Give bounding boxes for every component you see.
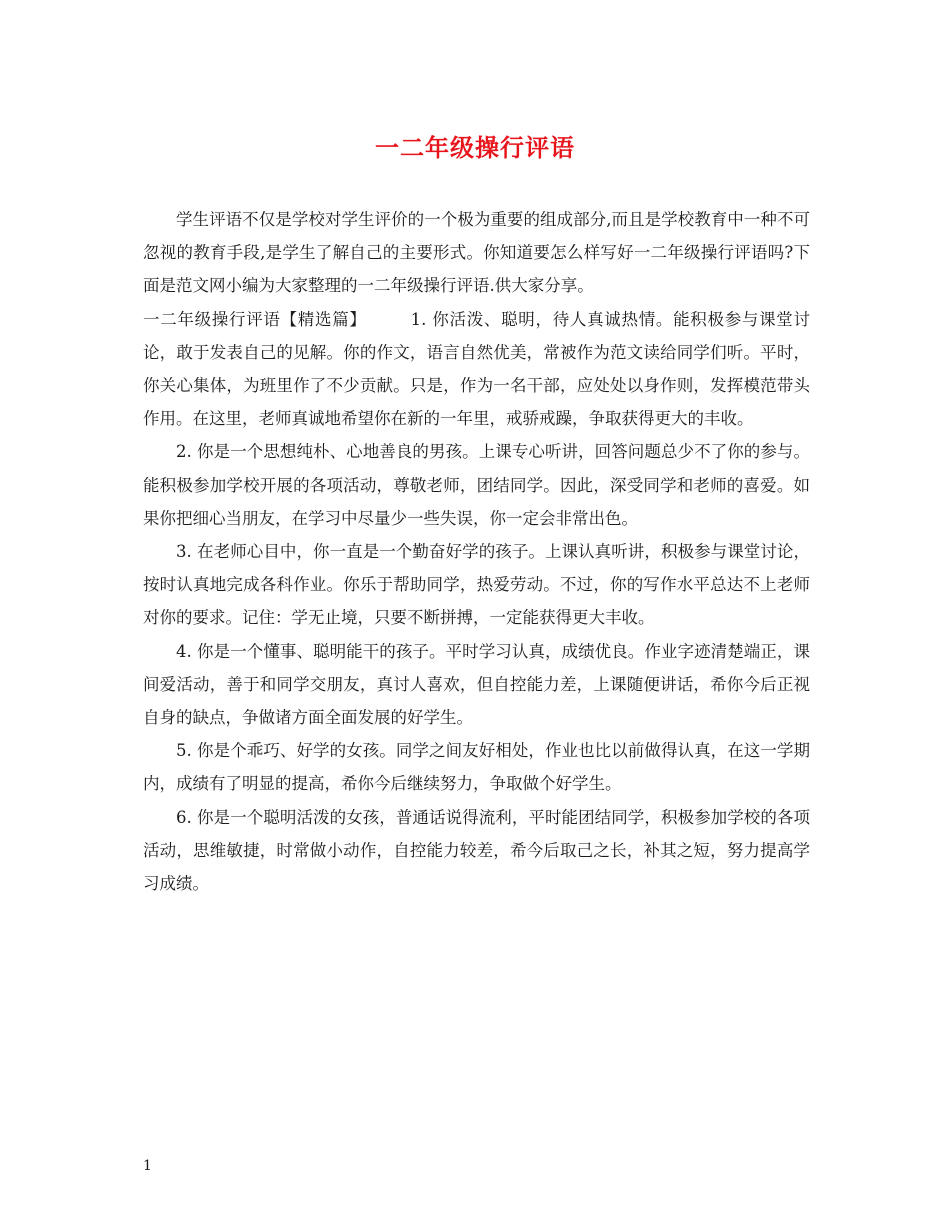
section-heading: 一二年级操行评语【精选篇】: [143, 309, 367, 329]
comment-paragraph-2: 2. 你是一个思想纯朴、心地善良的男孩。上课专心听讲，回答问题总少不了你的参与。能积极参加学校开展的各项活动，尊敬老师，团结同学。因此，深受同学和老师的喜爱。如果你把细心当朋友，在学习中尽量少一些失误，你一定会非常出色。: [143, 442, 810, 528]
comment-paragraph-6: 6. 你是一个聪明活泼的女孩，普通话说得流利，平时能团结同学，积极参加学校的各项活动，思维敏捷，时常做小动作，自控能力较差，希今后取己之长，补其之短，努力提高学习成绩。: [143, 807, 810, 894]
comment-text-1: 1. 你活泼、聪明，待人真诚热情。能积极参与课堂讨论，敢于发表自己的见解。你的作文，语言自然优美，常被作为范文读给同学们听。平时，你关心集体，为班里作了不少贡献。只是，作为一名干部，应处处以身作则，发挥模范带头作用。在这里，老师真诚地希望你在新的一年里，戒骄戒躁，争取获得更大的丰收。: [143, 309, 810, 429]
document-title: 一二年级操行评语: [375, 133, 575, 162]
intro-paragraph: 学生评语不仅是学校对学生评价的一个极为重要的组成部分,而且是学校教育中一种不可忽视的教育手段,是学生了解自己的主要形式。你知道要怎么样写好一二年级操行评语吗?下面是范文网小编为大家整理的一二年级操行评语.供大家分享。: [143, 210, 810, 296]
comment-paragraph-1: [143, 303, 810, 436]
comment-paragraph-4: 4. 你是一个懂事、聪明能干的孩子。平时学习认真，成绩优良。作业字迹清楚端正，课间爱活动，善于和同学交朋友，真讨人喜欢，但自控能力差，上课随便讲话，希你今后正视自身的缺点，争做诸方面全面发展的好学生。: [143, 641, 810, 728]
page-number: 1: [143, 1158, 152, 1174]
document-body: [143, 203, 810, 900]
comment-paragraph-3: 3. 在老师心目中，你一直是一个勤奋好学的孩子。上课认真听讲，积极参与课堂讨论，按时认真地完成各科作业。你乐于帮助同学，热爱劳动。不过，你的写作水平总达不上老师对你的要求。记住：学无止境，只要不断拼搏，一定能获得更大丰收。: [143, 542, 810, 628]
comment-paragraph-5: 5. 你是个乖巧、好学的女孩。同学之间友好相处，作业也比以前做得认真，在这一学期内，成绩有了明显的提高，希你今后继续努力，争取做个好学生。: [143, 741, 810, 794]
